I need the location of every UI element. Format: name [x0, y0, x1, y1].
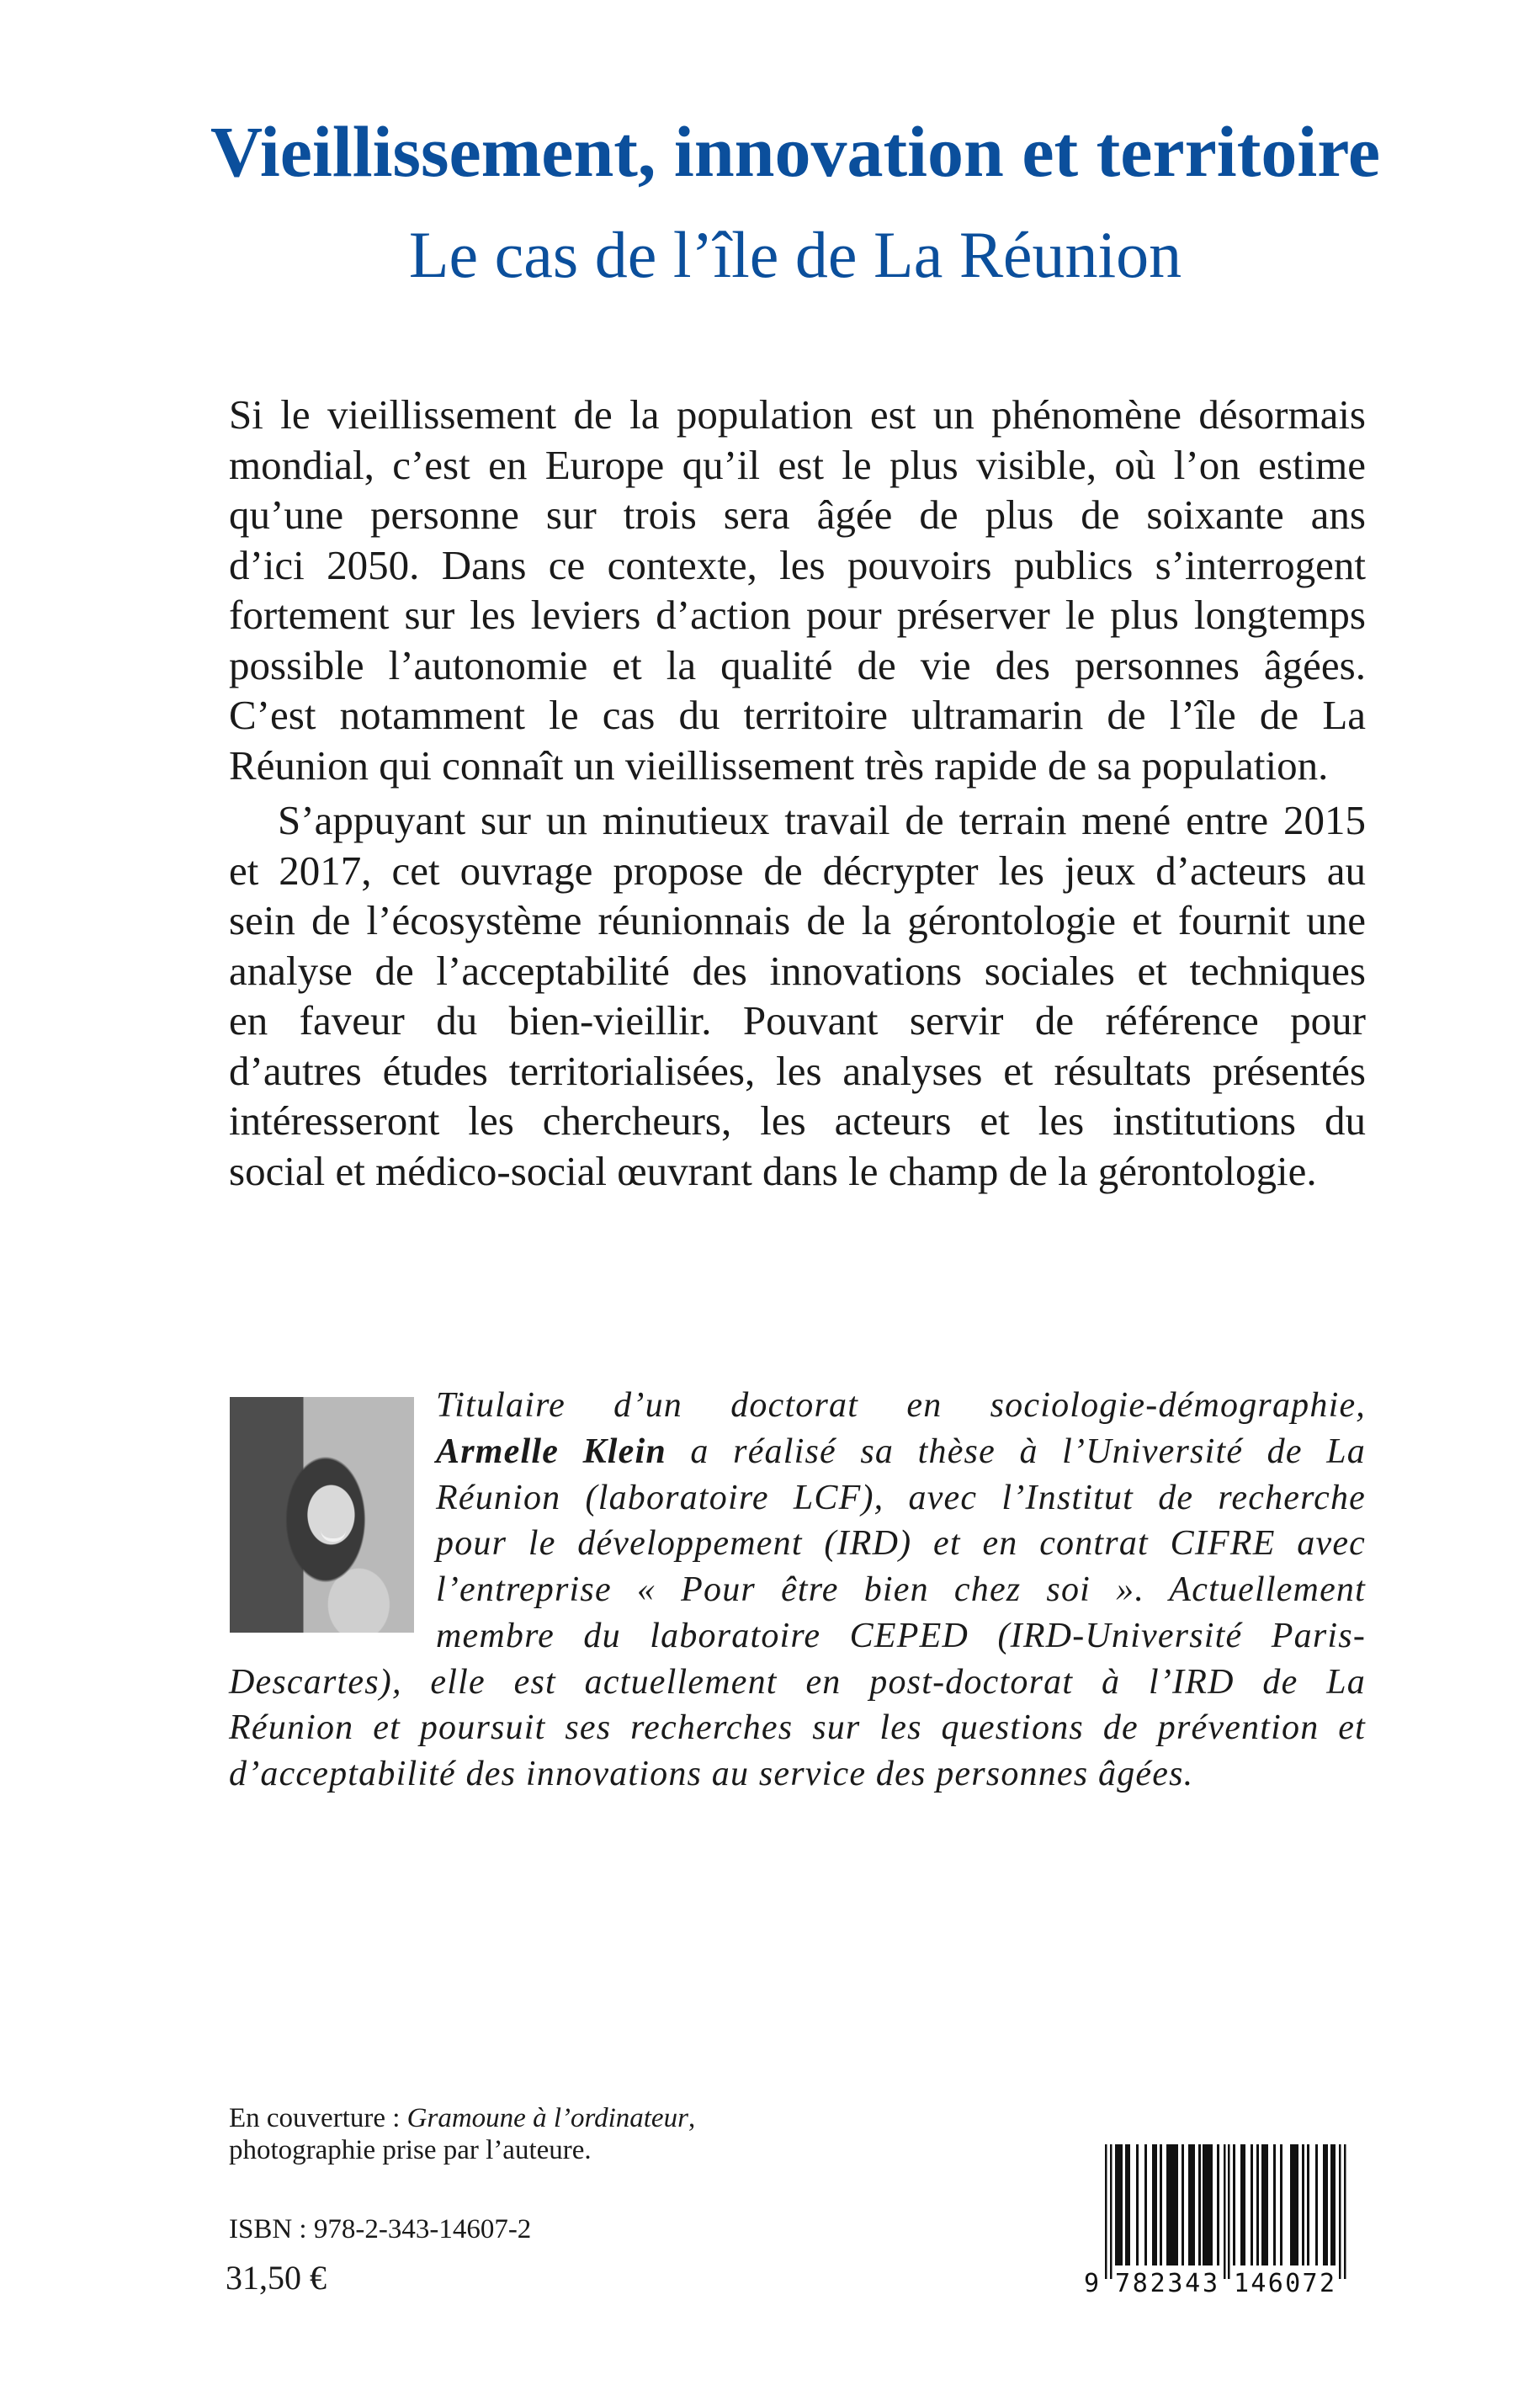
text-line: mondial, c’est en Europe qu’il est le plus visible, où l’on estime [229, 441, 1366, 488]
author-bio [229, 1383, 1366, 1798]
bio-line: Réunion et poursuit ses recherches sur les questions de prévention et [229, 1708, 1366, 1748]
bio-line: Titulaire d’un doctorat en sociologie-démographie, [436, 1386, 1366, 1425]
book-title: Vieillissement, innovation et territoire [210, 111, 1381, 192]
text-line: C’est notamment le cas du territoire ultramarin de l’île de La [229, 692, 1366, 738]
bio-line: Réunion (laboratoire LCF), avec l’Institut de recherche [436, 1478, 1366, 1517]
bio-line: membre du laboratoire CEPED (IRD-Université Paris- [436, 1616, 1366, 1655]
text-line: en faveur du bien-vieillir. Pouvant servir de référence pour [229, 997, 1366, 1044]
barcode-icon [1084, 2144, 1370, 2300]
isbn: ISBN : 978-2-343-14607-2 [229, 2214, 532, 2244]
price: 31,50 € [226, 2259, 327, 2297]
text-line: qu’une personne sur trois sera âgée de plus de soixante ans [229, 491, 1366, 538]
text-line: S’appuyant sur un minutieux travail de terrain mené entre 2015 [278, 797, 1366, 843]
text-line: possible l’autonomie et la qualité de vie des personnes âgées. [229, 641, 1366, 688]
cover-credit-line-2: photographie prise par l’auteure. [229, 2135, 592, 2165]
summary-paragraph-1 [229, 390, 1366, 790]
bio-line: d’acceptabilité des innovations au service des personnes âgées. [229, 1755, 1194, 1793]
text-line: sein de l’écosystème réunionnais de la gérontologie et fournit une [229, 897, 1366, 943]
text-line: et 2017, cet ouvrage propose de décrypter les jeux d’acteurs au [229, 847, 1366, 894]
text-line: social et médico-social œuvrant dans le champ de la gérontologie. [229, 1147, 1317, 1194]
text-line: d’autres études territorialisées, les analyses et résultats présentés [229, 1047, 1366, 1094]
cover-credit [229, 2102, 695, 2166]
bio-line [229, 1429, 1366, 1475]
author-name: Armelle Klein [436, 1432, 666, 1471]
text-line: Réunion qui connaît un vieillissement très rapide de sa population. [229, 741, 1329, 789]
cover-credit-line-1 [229, 2102, 695, 2134]
bio-line: pour le développement (IRD) et en contrat CIFRE avec [436, 1524, 1366, 1564]
barcode-digits-left: 782343 [1115, 2269, 1218, 2298]
text-line: fortement sur les leviers d’action pour préserver le plus longtemps [229, 592, 1366, 638]
bio-line: l’entreprise « Pour être bien chez soi ». Actuellement [436, 1570, 1366, 1609]
barcode-digits-right: 146072 [1234, 2269, 1335, 2298]
text-line: intéresseront les chercheurs, les acteurs et les institutions du [229, 1097, 1366, 1144]
summary-paragraph-2 [229, 795, 1366, 1196]
barcode-digit-first: 9 [1084, 2269, 1100, 2298]
cover-credit-label: En couverture : [229, 2103, 407, 2133]
cover-photo-title: Gramoune à l’ordinateur [406, 2103, 688, 2133]
bio-line: Descartes), elle est actuellement en post-doctorat à l’IRD de La [229, 1662, 1366, 1702]
cover-credit-comma: , [688, 2103, 696, 2133]
book-subtitle: Le cas de l’île de La Réunion [408, 218, 1182, 291]
text-line: d’ici 2050. Dans ce contexte, les pouvoirs publics s’interrogent [229, 541, 1366, 588]
text-line: analyse de l’acceptabilité des innovations sociales et techniques [229, 947, 1366, 994]
text-line: Si le vieillissement de la population est un phénomène désormais [229, 391, 1366, 438]
bio-line-text: a réalisé sa thèse à l’Université de La [666, 1432, 1366, 1471]
